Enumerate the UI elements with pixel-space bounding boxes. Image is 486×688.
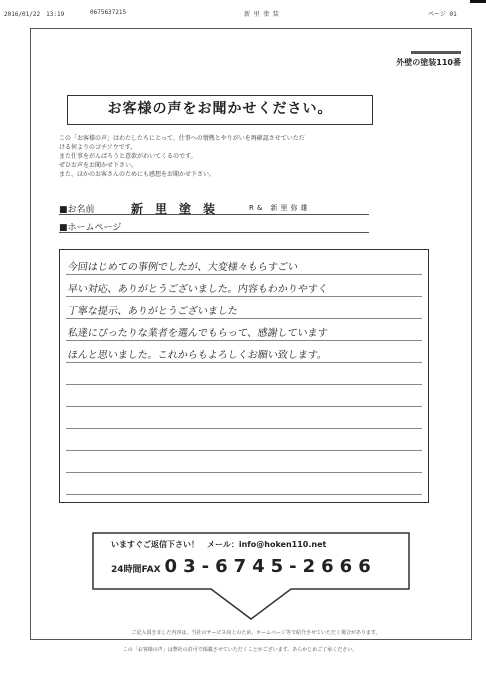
comment-line bbox=[66, 408, 422, 429]
contact-banner bbox=[91, 531, 411, 621]
edge-mark bbox=[470, 0, 486, 3]
survey-form bbox=[30, 28, 472, 640]
intro-line: また仕事をがんばろうと意欲がわいてくるのです。 bbox=[59, 153, 197, 160]
intro-line: ける何よりのゴチソウです。 bbox=[59, 144, 137, 151]
comment-line bbox=[66, 386, 422, 407]
comment-line bbox=[66, 298, 422, 319]
comment-box[interactable] bbox=[59, 249, 429, 503]
logo-bar bbox=[411, 51, 461, 54]
fax-label: 24時間FAX bbox=[111, 565, 161, 575]
comment-text: ほんと思いました。これからもよろしくお願い致します。 bbox=[66, 350, 328, 361]
intro-text bbox=[59, 134, 449, 179]
comment-line bbox=[66, 320, 422, 341]
fax-date-time: 2016/01/22 13:19 bbox=[4, 11, 65, 18]
comment-text: 今回はじめての事例でしたが、大変様々もらすごい bbox=[66, 262, 299, 273]
intro-line: ぜひお声をお聞かせ下さい。 bbox=[59, 162, 138, 169]
comment-text: 早い対応、ありがとうございました。内容もわかりやすく bbox=[66, 284, 329, 295]
intro-line: また、ほかのお客さんのためにも感想をお聞かせ下さい。 bbox=[59, 171, 216, 178]
comment-text: 私達にぴったりな業者を選んでもらって、感謝しています bbox=[66, 328, 329, 339]
contact-fax-line bbox=[111, 556, 377, 577]
name-value: 新里塗装 bbox=[131, 202, 228, 216]
name-field[interactable] bbox=[59, 200, 369, 215]
intro-line: この「お客様の声」はわたしたちにとって、仕事への情熱とやりがいを再確認させていただ bbox=[59, 135, 305, 142]
fax-page-number: ページ 01 bbox=[428, 11, 457, 18]
comment-line bbox=[66, 430, 422, 451]
comment-line bbox=[66, 342, 422, 363]
homepage-field[interactable] bbox=[59, 218, 369, 233]
contact-email-line: いますぐご返信下さい！ メール：info@hoken110.net bbox=[111, 540, 327, 549]
company-logo: 外壁の塗装110番 bbox=[396, 58, 461, 67]
footer-note: この「お客様の声」は弊社の許可で掲載させていただくことがございます。あらかじめご了承ください。 bbox=[122, 647, 358, 653]
comment-line bbox=[66, 452, 422, 473]
comment-line bbox=[66, 474, 422, 495]
comment-line bbox=[66, 364, 422, 385]
name-suffix: R& 新里弥雄 bbox=[249, 204, 311, 212]
homepage-label: ■ホームページ bbox=[59, 223, 122, 233]
comment-line bbox=[66, 276, 422, 297]
fax-sender-number: 0675637215 bbox=[90, 9, 127, 16]
comment-line bbox=[66, 254, 422, 275]
comment-text: 丁寧な提示、ありがとうございました bbox=[66, 306, 239, 317]
fine-print: ご記入頂きました内容は、当社のサービス向上のため、ホームページ等で紹介させていただく場合があります。 bbox=[131, 630, 381, 636]
fax-number: 03-6745-2666 bbox=[164, 556, 377, 577]
fax-header bbox=[0, 0, 486, 20]
form-title: お客様の声をお聞かせください。 bbox=[67, 95, 373, 125]
name-label: ■お名前 bbox=[59, 205, 95, 215]
fax-sender-name: 新 里 塗 装 bbox=[244, 11, 279, 18]
